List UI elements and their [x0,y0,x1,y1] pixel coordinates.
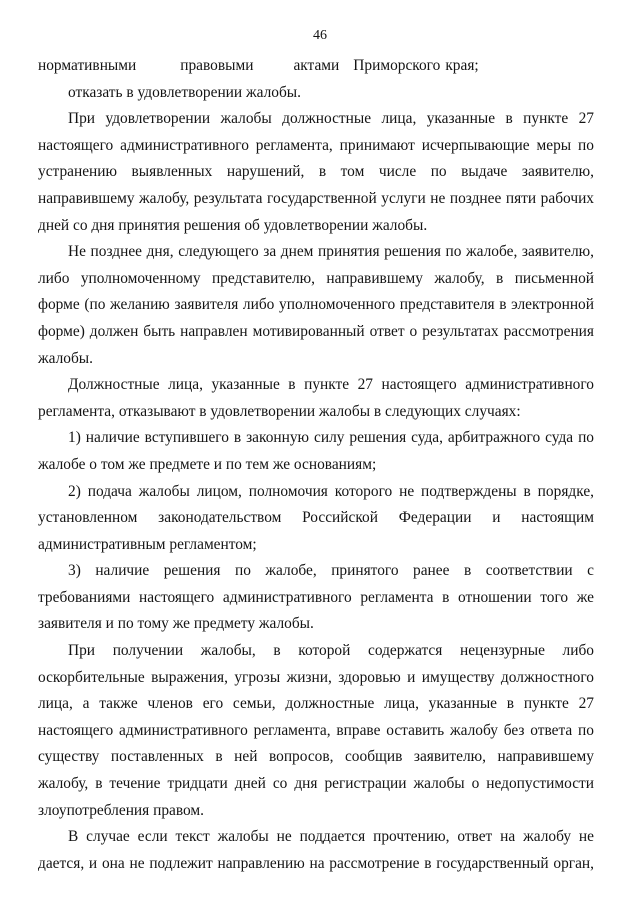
paragraph-refusal-cases-intro: Должностные лица, указанные в пункте 27 настоящего административного регламента, отказывают в удовлетворении жалобы в следующих случаях: [38,376,594,420]
paragraph-case-3: 3) наличие решения по жалобе, принятого ранее в соответствии с требованиями настоящего административного регламента в отношении того же заявителя и по тому же предмету жалобы. [38,562,594,633]
paragraph-satisfaction-measures: При удовлетворении жалобы должностные лица, указанные в пункте 27 настоящего административного регламента, принимают исчерпывающие меры по устранению выявленных нарушений, в том числе по выдаче заявителю, направившему жалобу, результата государственной услуги не позднее пяти рабочих дней со дня принятия решения об удовлетворении жалобы. [38,110,594,234]
paragraph-offensive-complaint: При получении жалобы, в которой содержатся нецензурные либо оскорбительные выражения, угрозы жизни, здоровью и имуществу должностного лица, а также членов его семьи, должностные лица, указанные в пункте 27 настоящего административного регламента, вправе оставить жалобу без ответа по существу поставленных в ней вопросов, сообщив заявителю, направившему жалобу, в течение тридцати дней со дня регистрации жалобы о недопустимости злоупотребления правом. [38,642,594,819]
paragraph-refuse-complaint: отказать в удовлетворении жалобы. [68,83,302,101]
paragraph-case-2: 2) подача жалобы лицом, полномочия которого не подтверждены в порядке, установленном законодательством Российской Федерации и настоящим административным регламентом; [38,482,594,553]
continuation-word: правовыми [180,57,254,74]
continuation-word: края; [445,57,479,74]
continuation-word: Приморского [353,57,441,74]
continuation-word: актами [293,57,340,74]
paragraph-unreadable-complaint: В случае если текст жалобы не поддается прочтению, ответ на жалобу не дается, и она не подлежит направлению на рассмотрение в государственный орган, [38,828,594,872]
paragraph-continuation [38,53,594,80]
continuation-word: нормативными [38,57,137,74]
page-body [38,53,594,877]
paragraph-motivated-answer: Не позднее дня, следующего за днем принятия решения по жалобе, заявителю, либо уполномоченному представителю, направившему жалобу, в письменной форме (по желанию заявителя либо уполномоченного представителя в электронной форме) должен быть направлен мотивированный ответ о результатах рассмотрения жалобы. [38,243,594,367]
paragraph-case-1: 1) наличие вступившего в законную силу решения суда, арбитражного суда по жалобе о том же предмете и по тем же основаниям; [38,429,594,473]
page-number: 46 [313,28,327,43]
